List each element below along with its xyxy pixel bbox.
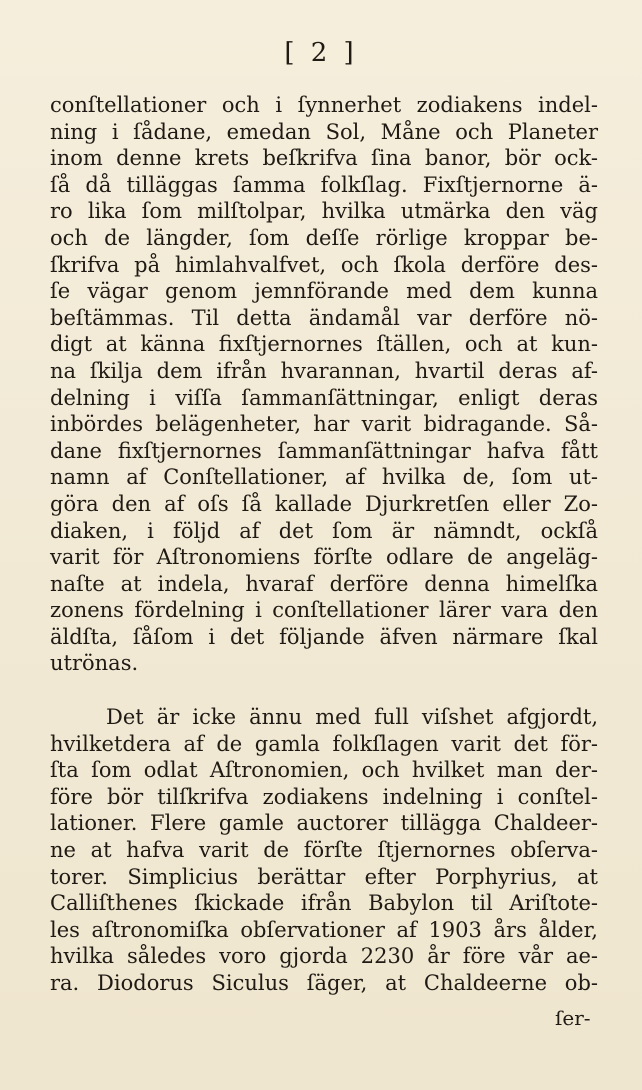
text-line: ning i ſådane, emedan Sol, Måne och Planeter [50,119,598,144]
text-line: och de längder, ſom deſſe rörlige kroppar be- [50,225,598,250]
text-line: varit för Aſtronomiens förſte odlare de angeläg- [50,545,598,570]
text-line: beſtämmas. Til detta ändamål var derföre nö- [50,305,598,330]
page-number-header: [ 2 ] [284,38,358,68]
text-line: torer. Simplicius berättar efter Porphyrius, at [50,864,598,889]
text-line: ſå då tilläggas ſamma folkſlag. Fixſtjernorne ä- [50,172,598,197]
catchword: ſer- [555,1006,591,1030]
text-line: utrönas. [50,651,139,676]
text-line: äldſta, ſåſom i det följande äfven närmare ſkal [50,624,598,649]
text-line: hvilka således voro gjorda 2230 år före vår ae- [50,944,598,969]
text-line: diaken, i följd af det ſom är nämndt, ockſå [50,518,598,543]
text-line: ro lika ſom milſtolpar, hvilka utmärka den väg [50,199,598,224]
paragraph-1 [50,92,598,677]
paragraph-2 [50,704,598,997]
text-line: ſkrifva på himlahvalfvet, och ſkola derföre des- [50,252,598,277]
text-line: dane fixſtjernornes ſammanſättningar hafva fått [50,438,598,463]
text-line: naſte at indela, hvaraf derföre denna himelſka [50,571,598,596]
text-line: conſtellationer och i ſynnerhet zodiakens indel- [50,93,598,117]
text-line: zonens fördelning i conſtellationer lärer vara den [50,598,598,623]
text-line: ſe vägar genom jemnförande med dem kunna [50,279,598,304]
text-line: les aſtronomiſka obſervationer af 1903 års ålder, [50,917,598,942]
text-line: före bör tilſkrifva zodiakens indelning i conſtel- [50,784,598,809]
text-line: digt at känna fixſtjernornes ſtällen, och at kun- [50,332,598,357]
text-line: lationer. Flere gamle auctorer tillägga Chaldeer- [50,811,598,836]
text-line: inbördes belägenheter, har varit bidragande. Så- [50,412,598,437]
text-line: na ſkilja dem ifrån hvarannan, hvartil deras af- [50,358,598,383]
text-line: göra den af oſs ſå kallade Djurkretſen eller Zo- [50,491,598,516]
text-line: delning i viſſa ſammanſättningar, enligt deras [50,385,598,410]
text-line: ſta ſom odlat Aſtronomien, och hvilket man der- [50,758,598,783]
text-line: hvilketdera af de gamla folkſlagen varit det för- [50,731,598,756]
text-line: namn af Conſtellationer, af hvilka de, ſom ut- [50,465,598,490]
text-line: ne at hafva varit de förſte ſtjernornes obſerva- [50,837,598,862]
text-line: Det är icke ännu med full viſshet afgjordt, [106,705,598,729]
text-line: Calliſthenes ſkickade ifrån Babylon til Ariſtote- [50,891,598,916]
text-line: inom denne krets beſkrifva ſina banor, bör ock- [50,146,598,171]
text-line: ra. Diodorus Siculus ſäger, at Chaldeerne ob- [50,970,598,995]
